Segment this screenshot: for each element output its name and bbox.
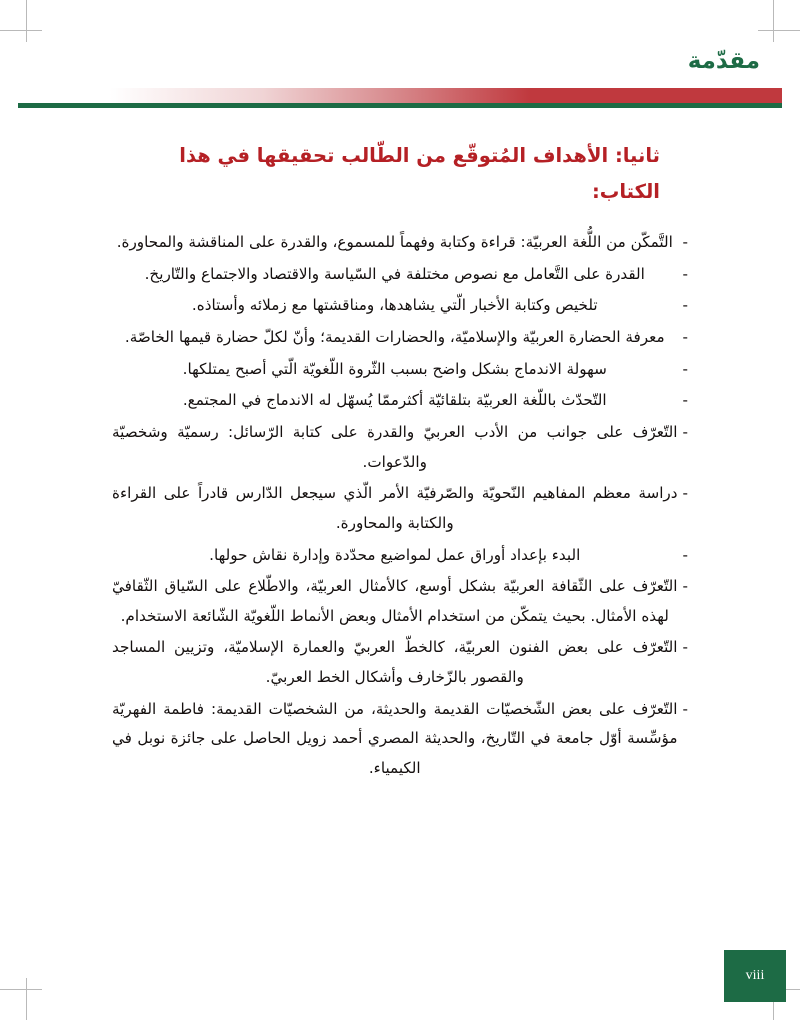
page-number: viii xyxy=(745,968,765,983)
page-header xyxy=(0,0,800,112)
list-item xyxy=(112,541,688,571)
list-item xyxy=(112,695,688,784)
list-item xyxy=(112,260,688,290)
list-item-text: دراسة معظم المفاهيم النّحويّة والصّرفيّة الأمر الّذي سيجعل الدّارس قادراً على القراءة والكتابة والمحاورة. xyxy=(112,484,678,532)
section-heading: ثانيا: الأهداف المُتوقّع من الطّالب تحقيقها في هذا الكتاب: xyxy=(179,144,660,204)
bullet-dash-icon: - xyxy=(682,422,688,441)
header-rule-red-gradient xyxy=(18,88,782,103)
running-header-title: مقدّمة xyxy=(687,48,760,74)
list-item xyxy=(112,323,688,353)
bullet-dash-icon: - xyxy=(682,296,688,315)
list-item-text: التّعرّف على بعض الفنون العربيّة، كالخطّ العربيّ والعمارة الإسلاميّة، وتزيين المساجد والقصور بالزّخارف وأشكال الخط العربيّ. xyxy=(112,638,678,687)
list-item-text: التّعرّف على بعض الشّخصيّات القديمة والحديثة، من الشخصيّات القديمة: فاطمة الفهريّة مؤسِّسة أوّل جامعة في التّاريخ، والحديثة المصري أحمد زويل الحاصل على جائزة نوبل في الكيمياء. xyxy=(112,699,678,778)
bullet-dash-icon: - xyxy=(682,359,688,378)
bullet-dash-icon: - xyxy=(682,545,688,564)
list-item xyxy=(112,291,688,321)
list-item xyxy=(112,386,688,416)
list-item xyxy=(112,479,688,538)
list-item xyxy=(112,572,688,631)
crop-mark-bottom-left-vertical xyxy=(26,978,27,1020)
list-item-text: التَّمكّن من اللُّغة العربيّة: قراءة وكتابة وفهماً للمسموع، والقدرة على المناقشة والمحاورة. xyxy=(116,233,673,252)
bullet-dash-icon: - xyxy=(682,328,688,347)
crop-mark-bottom-left-horizontal xyxy=(0,989,42,990)
list-item-text: القدرة على التَّعامل مع نصوص مختلفة في السّياسة والاقتصاد والاجتماع والتّاريخ. xyxy=(144,264,645,283)
list-item xyxy=(112,418,688,477)
list-item-text: تلخيص وكتابة الأخبار الّتي يشاهدها، ومناقشتها مع زملائه وأستاذه. xyxy=(191,296,598,315)
goals-list xyxy=(112,228,688,784)
bullet-dash-icon: - xyxy=(682,577,688,596)
bullet-dash-icon: - xyxy=(682,233,688,252)
list-item-text: التّعرّف على جوانب من الأدب العربيّ والقدرة على كتابة الرّسائل: رسميّة وشخصيّة والدّعوات. xyxy=(112,422,678,471)
header-rule xyxy=(18,88,782,108)
bullet-dash-icon: - xyxy=(682,264,688,283)
list-item xyxy=(112,355,688,385)
list-item-text: التّحدّث باللّغة العربيّة بتلقائيّة أكثرممّا يُسهّل له الاندماج في المجتمع. xyxy=(182,391,607,410)
bullet-dash-icon: - xyxy=(682,391,688,410)
list-item xyxy=(112,228,688,258)
header-rule-green-line xyxy=(18,103,782,108)
list-item-text: معرفة الحضارة العربيّة والإسلاميّة، والحضارات القديمة؛ وأنّ لكلّ حضارة قيمها الخاصّة. xyxy=(124,328,665,347)
bullet-dash-icon: - xyxy=(682,699,688,718)
bullet-dash-icon: - xyxy=(682,484,688,503)
page-content xyxy=(112,138,688,786)
list-item-text: التّعرّف على الثّقافة العربيّة بشكل أوسع، كالأمثال العربيّة، والاطّلاع على السّياق الثّقافيّ لهذه الأمثال. بحيث يتمكّن من استخدام الأمثال وبعض الأنماط اللّغويّة الشّائعة الاستخدام. xyxy=(112,577,678,625)
folio-badge xyxy=(724,950,786,1002)
list-item-text: سهولة الاندماج بشكل واضح بسبب الثّروة اللّغويّة الّتي أصبح يمتلكها. xyxy=(182,359,607,378)
list-item xyxy=(112,633,688,692)
bullet-dash-icon: - xyxy=(682,638,688,657)
list-item-text: البدء بإعداد أوراق عمل لمواضيع محدّدة وإدارة نقاش حولها. xyxy=(209,545,581,564)
